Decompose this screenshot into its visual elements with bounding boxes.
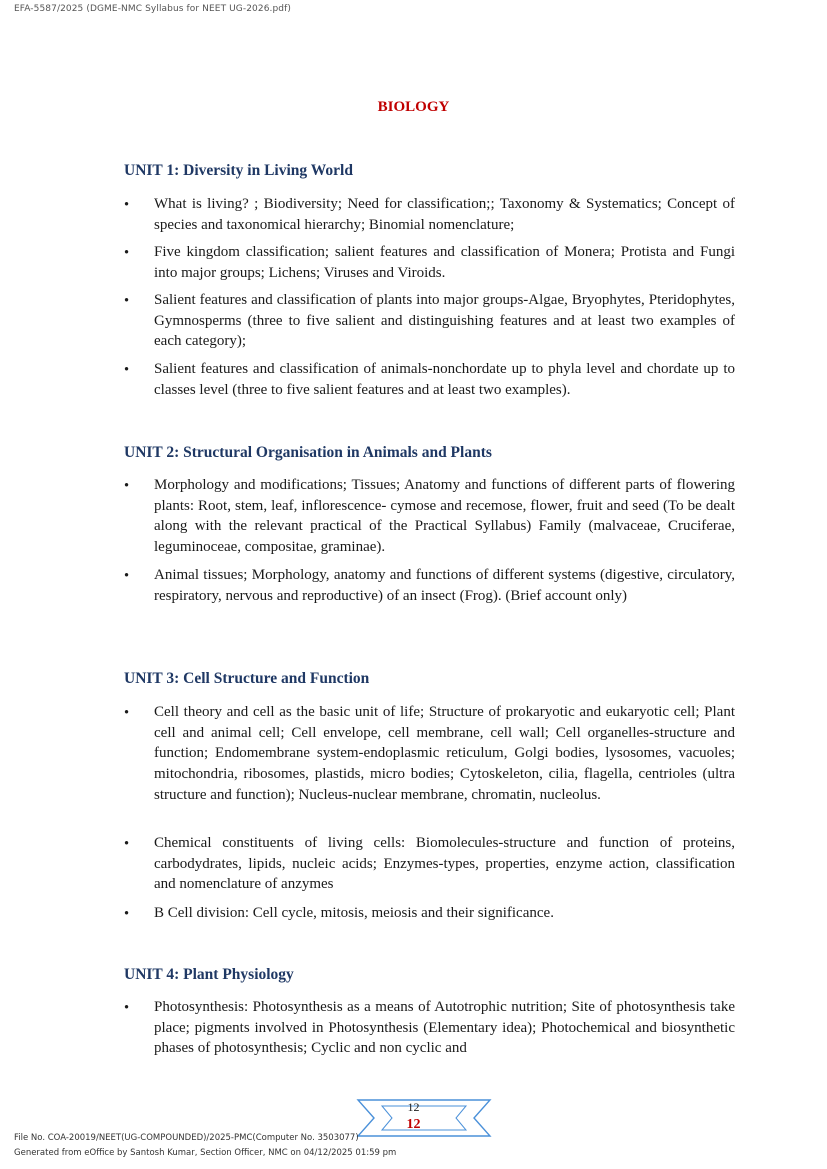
- unit-3-item-2: Chemical constituents of living cells: Biomolecules-structure and function of proteins, carbodydrates, lipids, nucleic acids; Enzymes-types, properties, enzyme action, classification and nomenclature of anzymes: [154, 835, 735, 893]
- unit-2-item-2: Animal tissues; Morphology, anatomy and functions of different systems (digestive, circulatory, respiratory, nervous and reproductive) of an insect (Frog). (Brief account only): [154, 567, 735, 604]
- bullet-icon: •: [124, 245, 130, 261]
- bullet-icon: •: [124, 362, 130, 378]
- bullet-icon: •: [124, 1000, 130, 1016]
- file-number-footer: File No. COA-20019/NEET(UG-COMPOUNDED)/2025-PMC(Computer No. 3503077): [14, 1133, 359, 1143]
- bullet-icon: •: [124, 906, 130, 922]
- unit-1-item-1: What is living? ; Biodiversity; Need for classification;; Taxonomy & Systematics; Concept of species and taxonomical hierarchy; Binomial nomenclature;: [154, 196, 735, 233]
- unit-3-heading: UNIT 3: Cell Structure and Function: [124, 670, 370, 687]
- bullet-icon: •: [124, 197, 130, 213]
- bullet-icon: •: [124, 293, 130, 309]
- unit-4-item-1: Photosynthesis: Photosynthesis as a means of Autotrophic nutrition; Site of photosynthesis take place; pigments involved in Photosynthesis (Elementary idea); Photochemical and biosynthetic phases of photosynthesis; Cyclic and non cyclic and: [154, 999, 735, 1057]
- page-number: 12: [406, 1117, 421, 1132]
- unit-2-heading: UNIT 2: Structural Organisation in Animals and Plants: [124, 444, 492, 461]
- bullet-icon: •: [124, 478, 130, 494]
- unit-1-item-2: Five kingdom classification; salient features and classification of Monera; Protista and Fungi into major groups; Lichens; Viruses and Viroids.: [154, 244, 735, 281]
- unit-1-item-4: Salient features and classification of animals-nonchordate up to phyla level and chordate up to classes level (three to five salient features and at least two examples).: [154, 361, 735, 398]
- file-info-header: EFA-5587/2025 (DGME-NMC Syllabus for NEET UG-2026.pdf): [14, 4, 292, 14]
- unit-3-item-1: Cell theory and cell as the basic unit of life; Structure of prokaryotic and eukaryotic cell; Plant cell and animal cell; Cell envelope, cell membrane, cell wall; Cell organelles-structure and function; Endomembrane system-endoplasmic reticulum, Golgi bodies, lysosomes, vacuoles; mitochondria, ribosomes, plastids, micro bodies; Cytoskeleton, cilia, flagella, centrioles (ultra structure and function); Nucleus-nuclear membrane, chromatin, nucleolus.: [154, 704, 735, 803]
- page-number-top: 12: [407, 1100, 420, 1114]
- bullet-icon: •: [124, 836, 130, 852]
- page-title: BIOLOGY: [377, 99, 450, 115]
- generated-footer: Generated from eOffice by Santosh Kumar, Section Officer, NMC on 04/12/2025 01:59 pm: [14, 1148, 397, 1158]
- unit-1-item-3: Salient features and classification of plants into major groups-Algae, Bryophytes, Pteridophytes, Gymnosperms (three to five salient and distinguishing features and at least two examples of each category);: [154, 292, 735, 350]
- unit-4-heading: UNIT 4: Plant Physiology: [124, 966, 294, 983]
- bullet-icon: •: [124, 568, 130, 584]
- bullet-icon: •: [124, 705, 130, 721]
- unit-1-heading: UNIT 1: Diversity in Living World: [124, 162, 353, 179]
- unit-2-item-1: Morphology and modifications; Tissues; Anatomy and functions of different parts of flowering plants: Root, stem, leaf, inflorescence- cymose and recemose, flower, fruit and seed (To be dealt along with the relevant practical of the Practical Syllabus) Family (malvaceae, Cruciferae, leguminoceae, compositae, graminae).: [154, 477, 735, 556]
- unit-3-item-3: B Cell division: Cell cycle, mitosis, meiosis and their significance.: [154, 905, 554, 921]
